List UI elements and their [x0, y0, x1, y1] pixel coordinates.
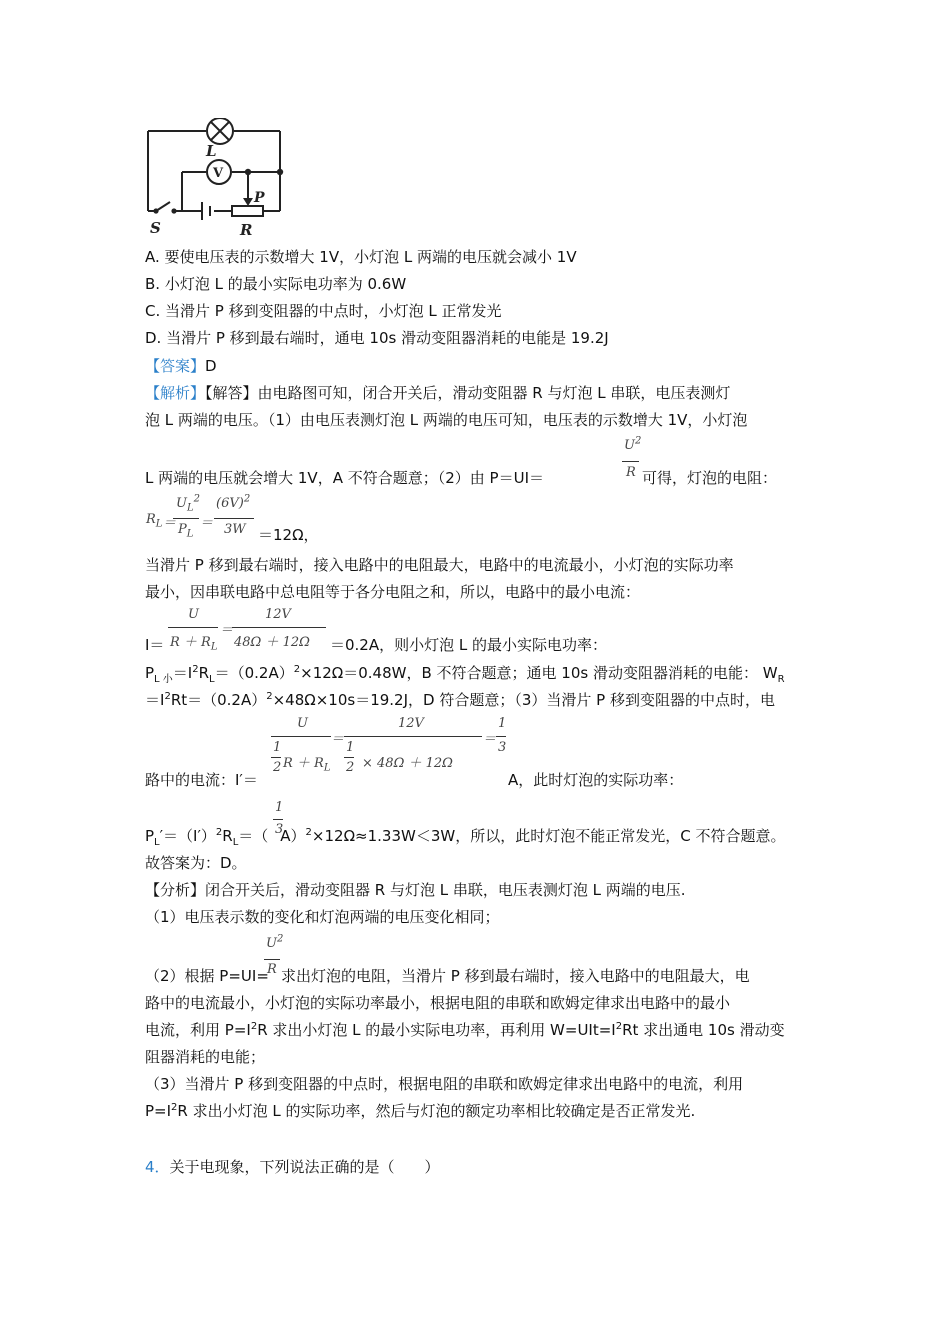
i2-d2-d: 2	[346, 760, 355, 775]
i2-num2: 12V	[398, 716, 424, 731]
option-a: A. 要使电压表的示数增大 1V，小灯泡 L 两端的电压就会减小 1V	[145, 248, 577, 266]
slider-label: P	[254, 190, 265, 206]
fenxi-line-1: 【分析】闭合开关后，滑动变阻器 R 与灯泡 L 串联，电压表测灯泡 L 两端的电压.	[145, 881, 686, 899]
answer-value: D	[205, 357, 217, 375]
i2-tail: A，此时灯泡的实际功率：	[508, 771, 684, 789]
analysis-line-12: $P_L'=(I')^2R_L=$（ A）$^2$×12Ω≈1.33W＜3W，所以，此时灯泡不能正常发光，C 不符合题意。	[145, 827, 786, 848]
fenxi-formula-denominator: R	[267, 962, 277, 977]
i-num2: 12V	[265, 607, 291, 622]
i2-result-n: 1	[498, 716, 507, 731]
i2-half-d: 2	[273, 760, 282, 775]
switch-label: S	[150, 219, 161, 237]
fenxi-formula-numerator: $U^2$	[266, 933, 284, 951]
fenxi-line-4: 路中的电流最小，小灯泡的实际功率最小，根据电阻的串联和欧姆定律求出电路中的最小	[145, 994, 731, 1012]
power-formula-numerator: $U^2$	[624, 435, 642, 453]
lamp-label: L	[206, 142, 217, 160]
fraction-bar	[622, 461, 639, 462]
fenxi-line-5: 电流，利用 $P=I^2R$ 求出小灯泡 L 的最小实际电功率，再利用 $W=UIt=I^2Rt$ 求出通电 10s 滑动变	[145, 1021, 785, 1039]
analysis-line-6: 最小，因串联电路中总电阻等于各分电阻之和，所以，电路中的最小电流：	[145, 583, 641, 601]
fenxi-line-6: 阻器消耗的电能；	[145, 1048, 266, 1066]
fenxi-line-3b: 求出灯泡的电阻，当滑片 P 移到最右端时，接入电路中的电阻最大，电	[281, 967, 750, 985]
i-den2: 48Ω ＋ 12Ω	[234, 635, 310, 650]
analysis-line-1: 【解析】【解答】由电路图可知，闭合开关后，滑动变阻器 R 与灯泡 L 串联，电压表测灯	[145, 384, 731, 402]
i2-num1: U	[297, 716, 308, 731]
rl-lhs: $R_L$	[146, 512, 163, 530]
rl-num2: $(6V)^2$	[216, 493, 251, 511]
analysis-tag: 【解析】	[145, 384, 206, 402]
voltmeter-label: V	[213, 166, 224, 181]
pl-frac-d: 3	[275, 822, 284, 837]
answer-line	[145, 356, 217, 376]
question-4	[145, 1157, 440, 1177]
rl-result: ＝12Ω，	[258, 526, 319, 544]
i-result: ＝0.2A，则小灯泡 L 的最小实际电功率：	[330, 636, 608, 654]
fenxi-line-3a: （2）根据 P=UI=	[145, 967, 269, 985]
option-c: C. 当滑片 P 移到变阻器的中点时，小灯泡 L 正常发光	[145, 302, 502, 320]
question-text: 关于电现象，下列说法正确的是（ ）	[169, 1158, 440, 1176]
option-d: D. 当滑片 P 移到最右端时，通电 10s 滑动变阻器消耗的电能是 19.2J	[145, 329, 609, 347]
fenxi-line-7: （3）当滑片 P 移到变阻器的中点时，根据电阻的串联和欧姆定律求出电路中的电流，利用	[145, 1075, 744, 1093]
analysis-line-3b: 可得，灯泡的电阻：	[642, 469, 778, 487]
pl-frac-n: 1	[275, 800, 284, 815]
i2-lead: 路中的电流：I′＝	[145, 771, 258, 789]
analysis-line-2: 泡 L 两端的电压。（1）由电压表测灯泡 L 两端的电压可知，电压表的示数增大 1V，小灯泡	[145, 411, 748, 429]
i2-d2-n: 1	[346, 740, 355, 755]
analysis-line-9: $=I^2Rt=(0.2A)^2\times 48\Omega\times 10s=19.2J$，D 符合题意；（3）当滑片 P 移到变阻器的中点时，电	[145, 691, 775, 709]
answer-tag: 【答案】	[145, 357, 206, 375]
i-lhs: I＝	[145, 636, 165, 654]
analysis-line-3a: L 两端的电压就会增大 1V，A 不符合题意；（2）由 P＝UI＝	[145, 469, 544, 487]
fenxi-line-2: （1）电压表示数的变化和灯泡两端的电压变化相同；	[145, 908, 500, 926]
rl-num1: $U_L^2$	[176, 493, 200, 514]
i2-d2-rest: × 48Ω ＋ 12Ω	[362, 756, 453, 771]
fenxi-line-8: $P=I^2R$ 求出小灯泡 L 的实际功率，然后与灯泡的额定功率相比较确定是否正常发光.	[145, 1102, 696, 1120]
question-number: 4．	[145, 1158, 170, 1176]
analysis-conclusion: 故答案为：D。	[145, 854, 247, 872]
i-den1: $R + R_L$	[170, 635, 218, 653]
power-formula-denominator: R	[626, 465, 636, 480]
rheostat-label: R	[240, 221, 253, 239]
rl-den2: 3W	[224, 522, 246, 537]
i2-half-n: 1	[273, 740, 282, 755]
i-num1: U	[188, 607, 199, 622]
analysis-line-5: 当滑片 P 移到最右端时，接入电路中的电阻最大，电路中的电流最小，小灯泡的实际功率	[145, 556, 734, 574]
circuit-diagram	[140, 118, 290, 240]
i2-result-d: 3	[498, 740, 507, 755]
rl-den1: $P_L$	[178, 522, 194, 540]
i2-den1-rest: $R + R_L$	[283, 756, 331, 774]
option-b: B. 小灯泡 L 的最小实际电功率为 0.6W	[145, 275, 407, 293]
analysis-line-8: $P_{L 小}=I^2R_L=(0.2A)^2\times 12\Omega=0.48W$，B 不符合题意；通电 10s 滑动变阻器消耗的电能： $W_R$	[145, 664, 785, 685]
